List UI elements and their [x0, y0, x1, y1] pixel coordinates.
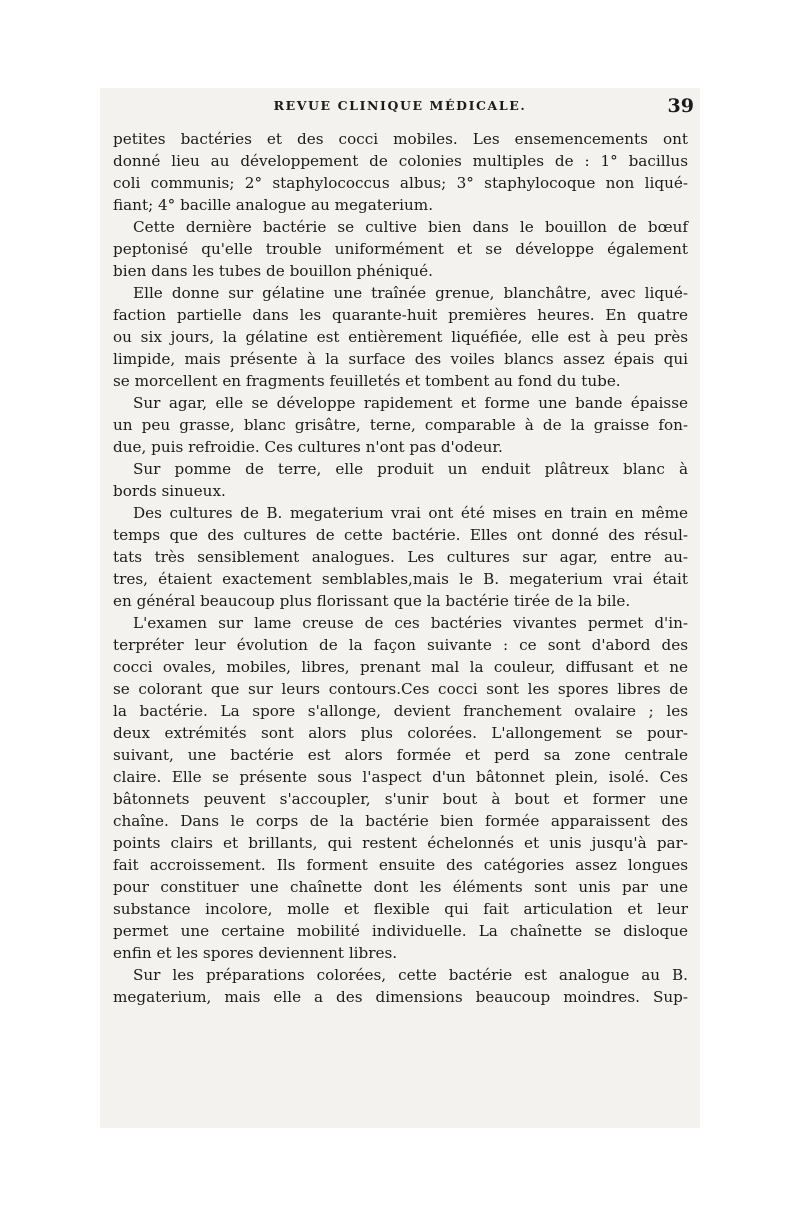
text-line: bâtonnets peuvent s'accoupler, s'unir bout à bout et former une	[113, 790, 688, 808]
text-line: deux extrémités sont alors plus colorées. L'allongement se pour-	[113, 724, 688, 742]
running-head: REVUE CLINIQUE MÉDICALE.	[273, 98, 527, 113]
text-line: tats très sensiblement analogues. Les cultures sur agar, entre au-	[113, 548, 688, 566]
text-line: suivant, une bactérie est alors formée et perd sa zone centrale	[113, 746, 688, 764]
paragraph	[113, 458, 688, 502]
text-line: pour constituer une chaînette dont les éléments sont unis par une	[113, 878, 688, 896]
text-line: peptonisé qu'elle trouble uniformément et se développe également	[113, 240, 688, 258]
text-line: fait accroissement. Ils forment ensuite des catégories assez longues	[113, 856, 688, 874]
text-line: chaîne. Dans le corps de la bactérie bien formée apparaissent des	[113, 812, 688, 830]
text-line: due, puis refroidie. Ces cultures n'ont pas d'odeur.	[113, 438, 503, 456]
paragraph	[113, 502, 688, 612]
text-line: un peu grasse, blanc grisâtre, terne, comparable à de la graisse fon-	[113, 416, 688, 434]
text-line: terpréter leur évolution de la façon suivante : ce sont d'abord des	[113, 636, 688, 654]
paragraph	[113, 282, 688, 392]
page-number: 39	[667, 95, 694, 117]
paragraph	[113, 392, 688, 458]
text-line: Sur agar, elle se développe rapidement et forme une bande épaisse	[133, 394, 688, 412]
text-line: petites bactéries et des cocci mobiles. Les ensemencements ont	[113, 130, 688, 148]
paragraph	[113, 612, 688, 964]
text-line: Elle donne sur gélatine une traînée grenue, blanchâtre, avec liqué-	[133, 284, 688, 302]
text-line: permet une certaine mobilité individuelle. La chaînette se disloque	[113, 922, 688, 940]
text-line: Cette dernière bactérie se cultive bien dans le bouillon de bœuf	[133, 218, 688, 236]
text-line: temps que des cultures de cette bactérie. Elles ont donné des résul-	[113, 526, 688, 544]
text-line: donné lieu au développement de colonies multiples de : 1° bacillus	[113, 152, 688, 170]
paragraph	[113, 216, 688, 282]
paragraph	[113, 128, 688, 216]
text-line: enfin et les spores deviennent libres.	[113, 944, 398, 962]
text-line: Des cultures de B. megaterium vrai ont été mises en train en même	[133, 504, 688, 522]
text-line: claire. Elle se présente sous l'aspect d'un bâtonnet plein, isolé. Ces	[113, 768, 688, 786]
text-line: ou six jours, la gélatine est entièrement liquéfiée, elle est à peu près	[113, 328, 688, 346]
text-line: fiant; 4° bacille analogue au megaterium.	[113, 196, 434, 214]
body-text	[113, 128, 688, 1008]
text-line: faction partielle dans les quarante-huit premières heures. En quatre	[113, 306, 688, 324]
text-line: tres, étaient exactement semblables,mais le B. megaterium vrai était	[113, 570, 688, 588]
text-line: substance incolore, molle et flexible qui fait articulation et leur	[113, 900, 688, 918]
text-line: en général beaucoup plus florissant que la bactérie tirée de la bile.	[113, 592, 631, 610]
text-line: L'examen sur lame creuse de ces bactéries vivantes permet d'in-	[133, 614, 688, 632]
text-line: bords sinueux.	[113, 482, 226, 500]
text-line: points clairs et brillants, qui restent échelonnés et unis jusqu'à par-	[113, 834, 688, 852]
text-line: coli communis; 2° staphylococcus albus; 3° staphylocoque non liqué-	[113, 174, 688, 192]
page-header	[100, 95, 700, 122]
text-line: bien dans les tubes de bouillon phéniqué.	[113, 262, 433, 280]
text-line: limpide, mais présente à la surface des voiles blancs assez épais qui	[113, 350, 688, 368]
text-line: megaterium, mais elle a des dimensions beaucoup moindres. Sup-	[113, 988, 688, 1006]
text-line: se morcellent en fragments feuilletés et tombent au fond du tube.	[113, 372, 621, 390]
text-line: Sur les préparations colorées, cette bactérie est analogue au B.	[133, 966, 688, 984]
text-line: se colorant que sur leurs contours.Ces cocci sont les spores libres de	[113, 680, 688, 698]
paragraph	[113, 964, 688, 1008]
text-line: cocci ovales, mobiles, libres, prenant mal la couleur, diffusant et ne	[113, 658, 688, 676]
text-line: Sur pomme de terre, elle produit un enduit plâtreux blanc à	[133, 460, 688, 478]
text-line: la bactérie. La spore s'allonge, devient franchement ovalaire ; les	[113, 702, 688, 720]
